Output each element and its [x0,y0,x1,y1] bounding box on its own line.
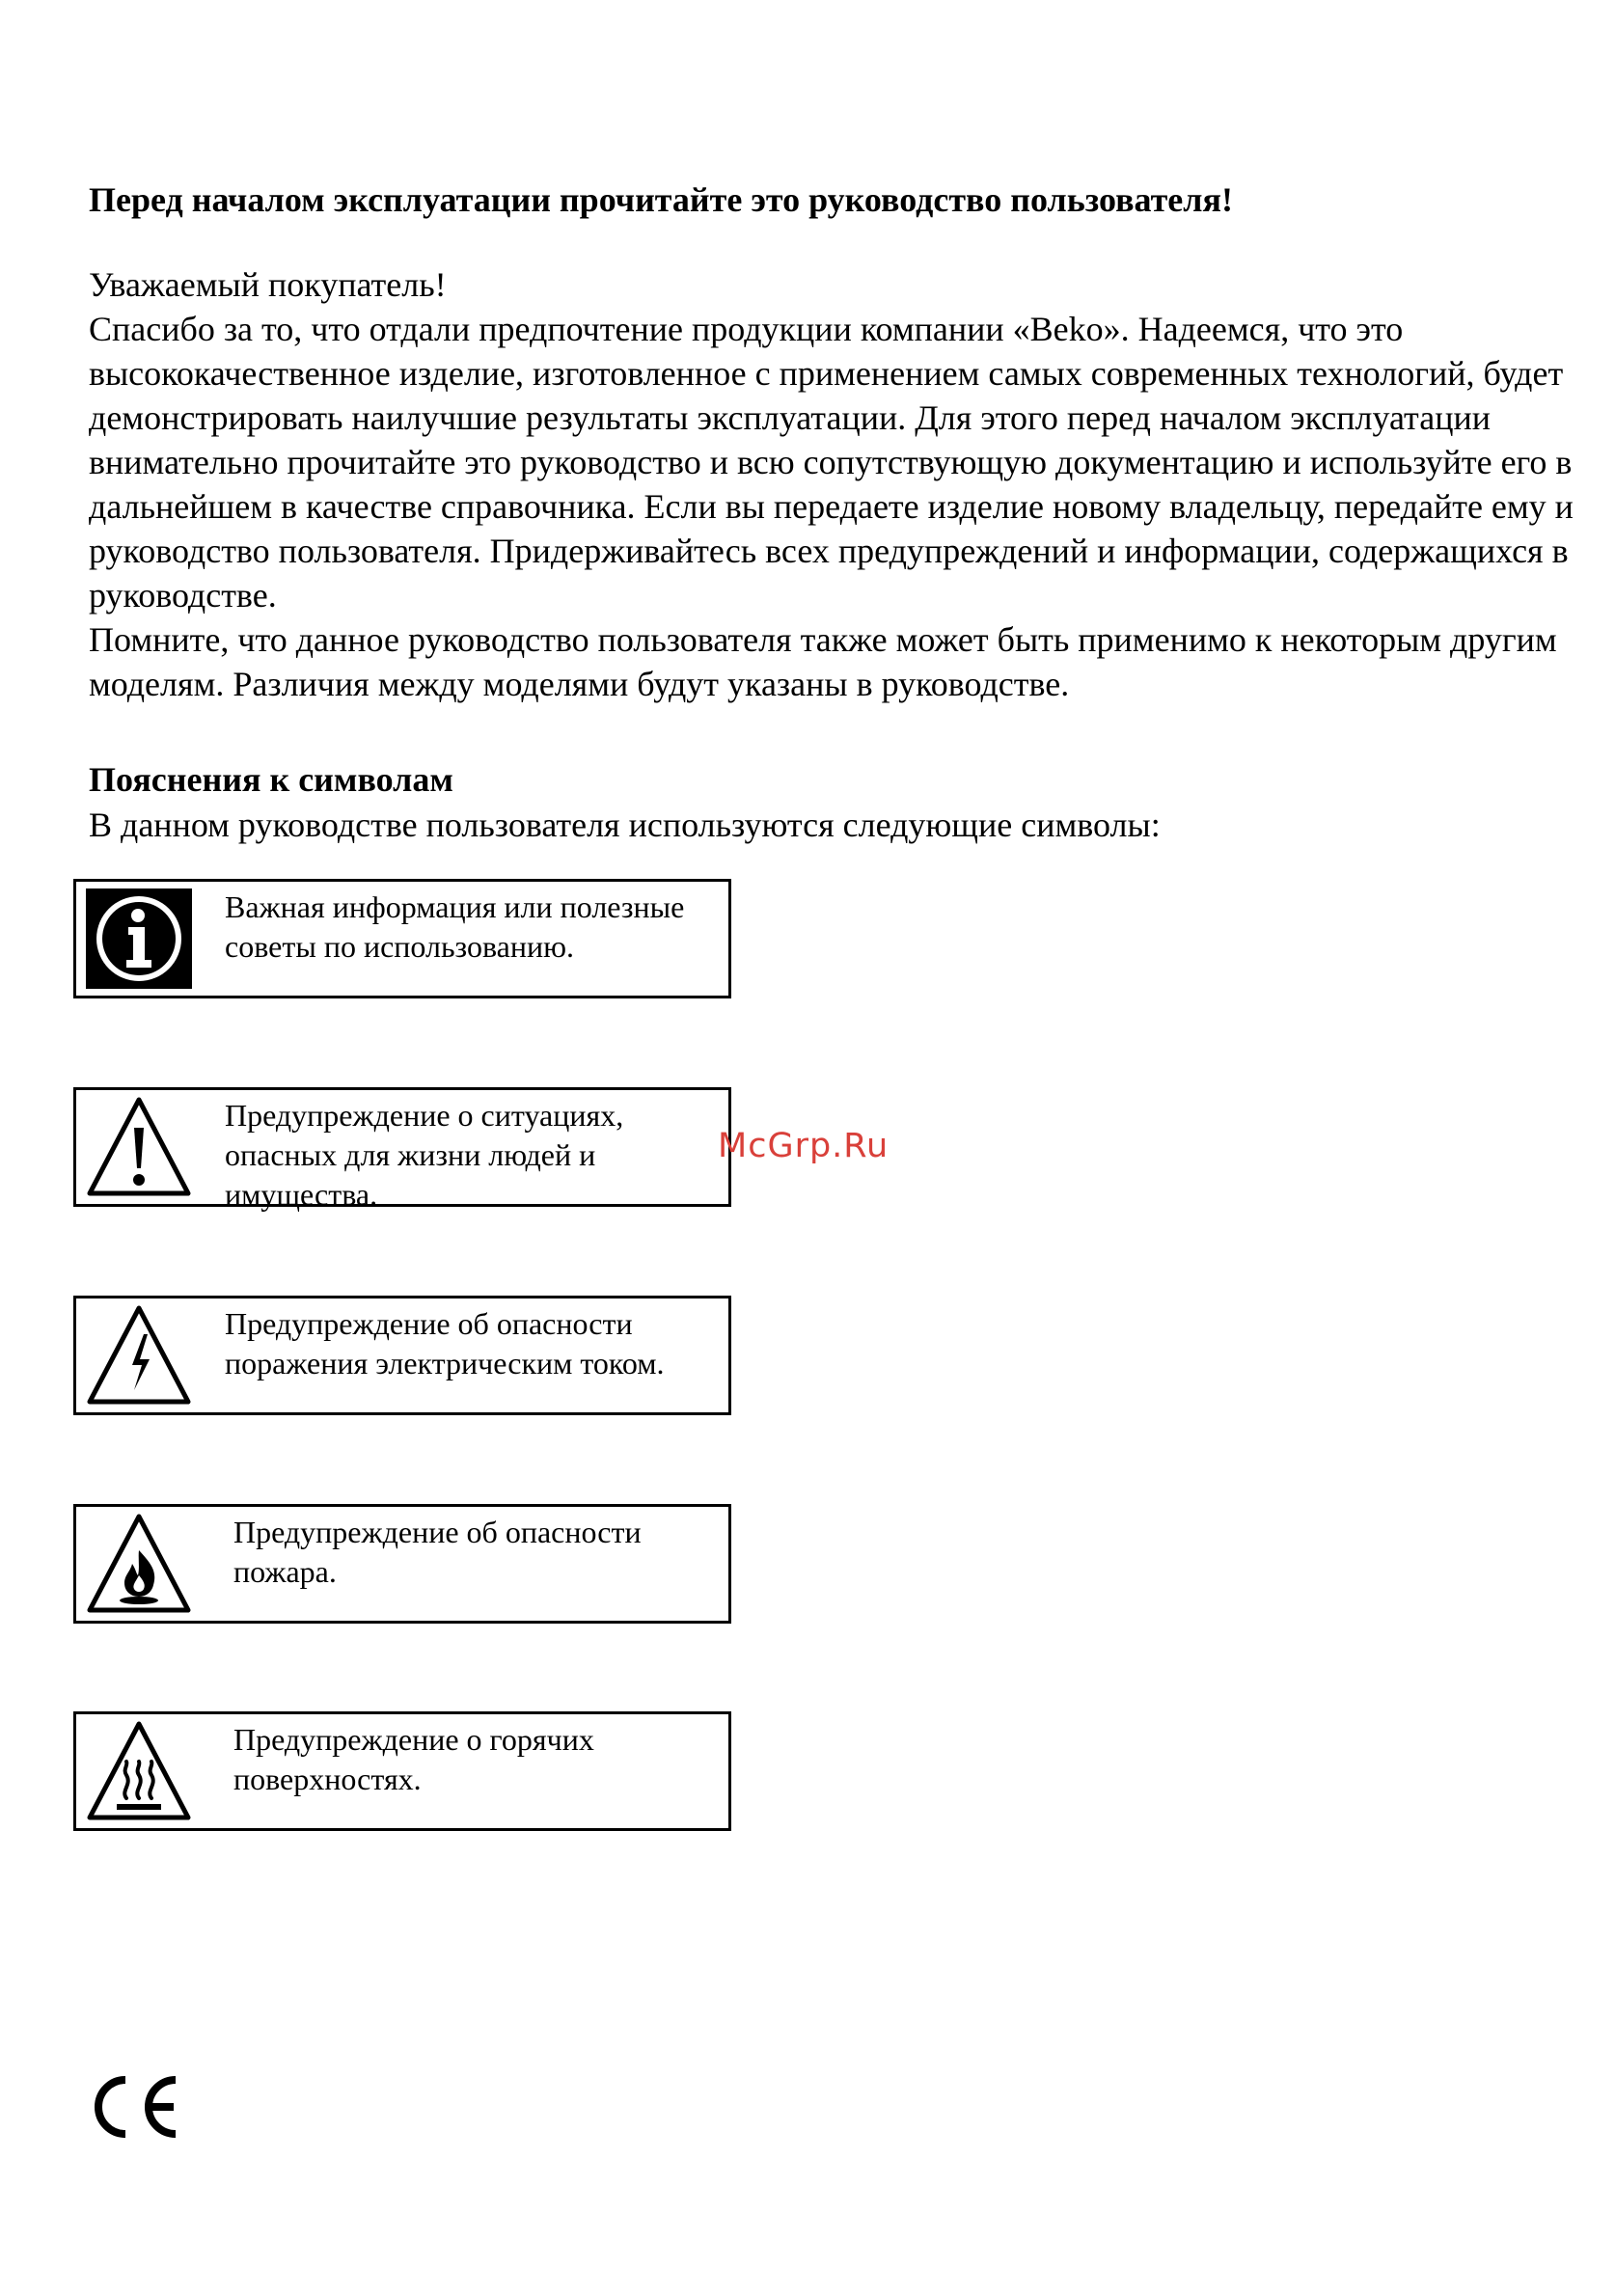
fire-hazard-icon [84,1512,194,1616]
symbol-text-info: Важная информация или полезные советы по использованию. [225,889,685,964]
symbols-section-intro: В данном руководстве пользователя используются следующие символы: [89,806,1161,844]
symbol-text-warning: Предупреждение о ситуациях, опасных для жизни людей и имущества. [225,1098,624,1212]
greeting: Уважаемый покупатель! [89,265,447,304]
thanks-paragraph: Спасибо за то, что отдали предпочтение продукции компании «Beko». Надеемся, что это высококачественное изделие, изготовленное с применением самых современных технологий, будет демонстрировать наилучшие результаты эксплуатации. Для этого перед началом эксплуатации внимательно прочитайте это руководство и всю сопутствующую документацию и используйте его в дальнейшем в качестве справочника. Если вы передаете изделие новому владельцу, передайте ему и руководство пользователя. Придерживайтесь всех предупреждений и информации, содержащихся в руководстве. [89,310,1574,615]
symbol-text-electric: Предупреждение об опасности поражения электрическим током. [225,1306,665,1380]
watermark: McGrp.Ru [718,1127,890,1165]
ce-mark-icon [87,2072,181,2142]
intro-text [89,262,1594,706]
symbols-section-title: Пояснения к символам [89,760,453,799]
symbol-box-electric [73,1296,731,1415]
symbol-text-fire: Предупреждение об опасности пожара. [233,1515,642,1589]
info-icon [84,887,194,991]
symbol-box-warning [73,1087,731,1212]
models-note-paragraph: Помните, что данное руководство пользователя также может быть применимо к некоторым другим моделям. Различия между моделями будут указаны в руководстве. [89,620,1557,703]
hot-surface-icon [84,1719,194,1823]
symbol-box-info [73,879,731,998]
warning-exclamation-icon [84,1095,194,1199]
symbol-box-fire [73,1504,731,1624]
symbol-text-hot-surface: Предупреждение о горячих поверхностях. [233,1722,594,1796]
electric-shock-icon [84,1303,194,1408]
symbol-box-hot-surface [73,1711,731,1831]
page-title: Перед началом эксплуатации прочитайте это руководство пользователя! [89,180,1233,219]
